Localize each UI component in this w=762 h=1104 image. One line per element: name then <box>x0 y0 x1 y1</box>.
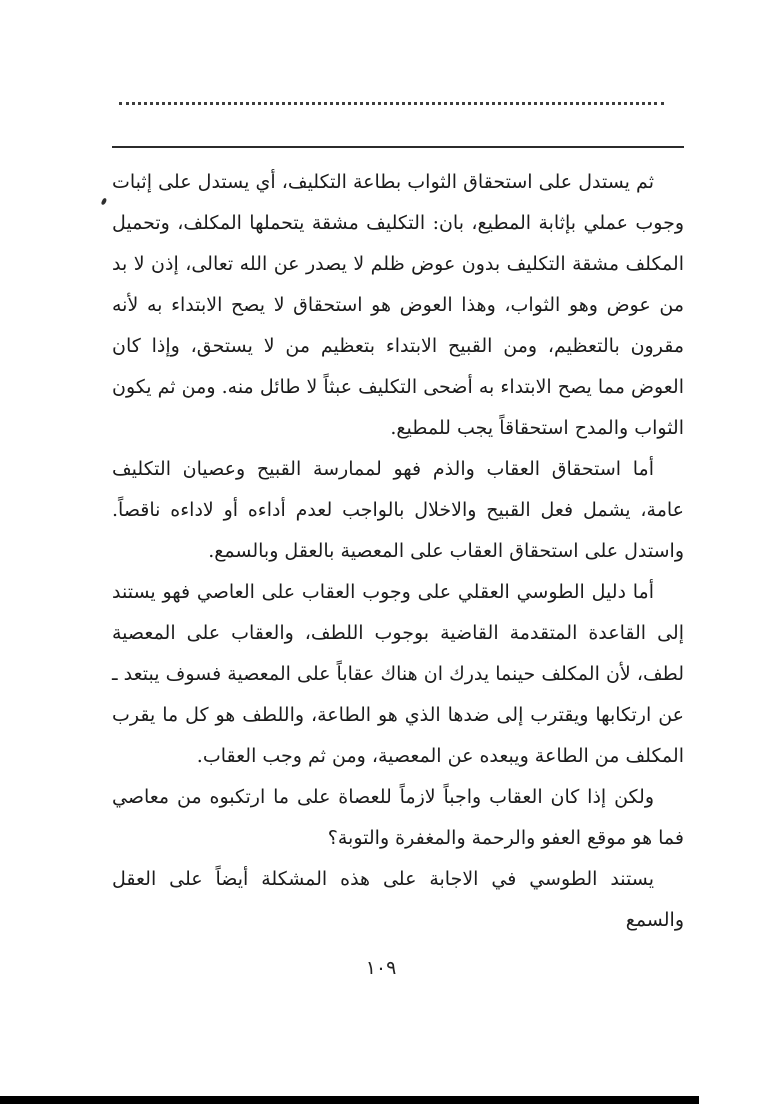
paragraph: ولكن إذا كان العقاب واجباً لازماً للعصاة على ما ارتكبوه من معاصي فما هو موقع العفو والرحمة والمغفرة والتوبة؟ <box>112 786 684 849</box>
scan-ink-speck <box>101 197 108 205</box>
paragraph: يستند الطوسي في الاجابة على هذه المشكلة أيضاً على العقل والسمع <box>112 868 684 931</box>
horizontal-rule <box>112 146 684 148</box>
paragraph: أما دليل الطوسي العقلي على وجوب العقاب على العاصي فهو يستند إلى القاعدة المتقدمة القاضية بوجوب اللطف، والعقاب على المعصية لطف، لأن المكلف حينما يدرك ان هناك عقاباً على المعصية فسوف يبتعد ـ عن ارتكابها ويقترب إلى ضدها الذي هو الطاعة، واللطف هو كل ما يقرب المكلف من الطاعة ويبعده عن المعصية، ومن ثم وجب العقاب. <box>112 581 684 767</box>
dotted-separator <box>119 102 664 105</box>
paragraph: ثم يستدل على استحقاق الثواب بطاعة التكليف، أي يستدل على إثبات وجوب عملي بإثابة المطيع، بان: التكليف مشقة يتحملها المكلف، وتحميل المكلف مشقة التكليف بدون عوض ظلم لا يصدر عن الله تعالى، إذن لا بد من عوض وهو الثواب، وهذا العوض هو استحقاق لا يصح الابتداء به لأنه مقرون بالتعظيم، ومن القبيح الابتداء بتعظيم من لا يستحق، وإذا كان العوض مما يصح الابتداء به أضحى التكليف عبثاً لا طائل منه. ومن ثم يكون الثواب والمدح استحقاقاً يجب للمطيع. <box>112 171 684 439</box>
scan-edge-artifact <box>0 1096 699 1104</box>
page-number: ١٠٩ <box>365 957 397 979</box>
body-text <box>112 162 684 941</box>
paragraph: أما استحقاق العقاب والذم فهو لممارسة القبيح وعصيان التكليف عامة، يشمل فعل القبيح والاخلال بالواجب لعدم أداءه أو لاداءه ناقصاً. واستدل على استحقاق العقاب على المعصية بالعقل وبالسمع. <box>112 458 684 562</box>
